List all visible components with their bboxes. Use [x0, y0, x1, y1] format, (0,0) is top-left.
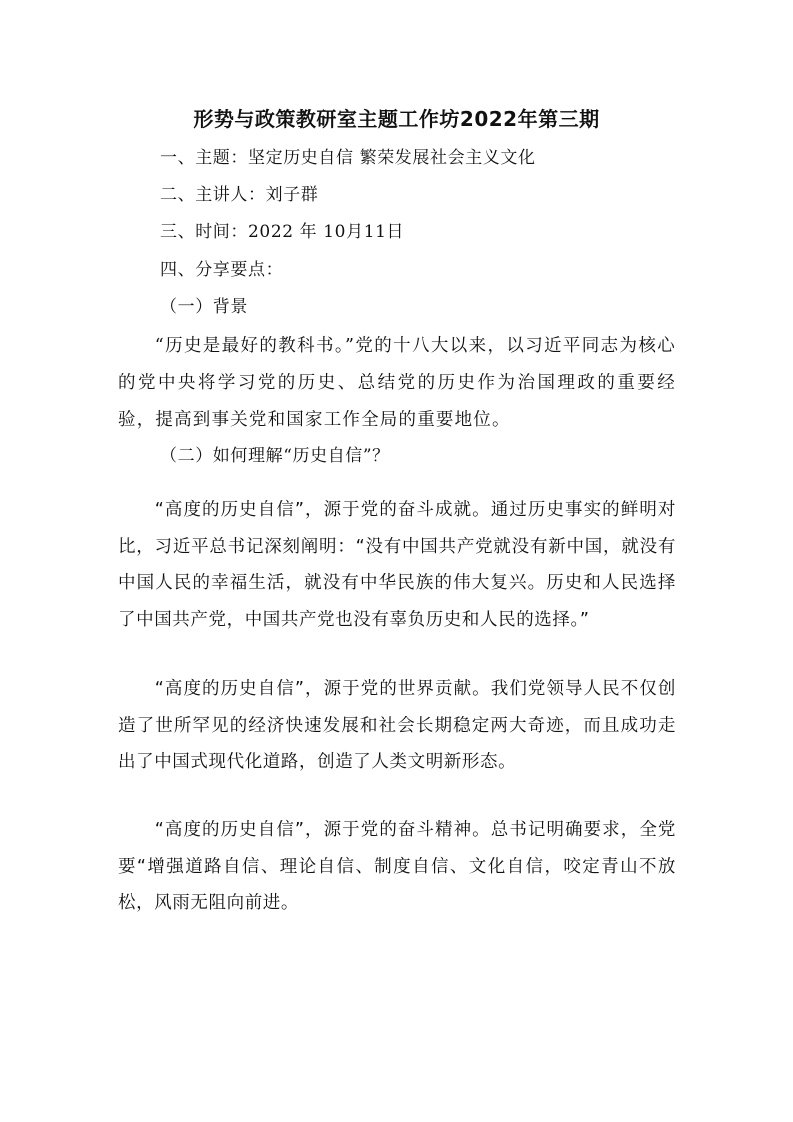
section-understanding-heading: （二）如何理解“历史自信”？: [160, 446, 390, 466]
topic-line: 一、主题：坚定历史自信 繁荣发展社会主义文化: [160, 148, 536, 168]
section-background-heading: （一）背景: [160, 297, 248, 317]
time-line: 三、时间：2022 年 10月11日: [160, 222, 405, 242]
spirit-paragraph: “高度的历史自信”，源于党的奋斗精神。总书记明确要求，全党要“增强道路自信、理论自信、制度自信、文化自信，咬定青山不放松，风雨无阻向前进。: [118, 820, 676, 913]
key-points-heading: 四、分享要点：: [160, 260, 284, 280]
contributions-paragraph: “高度的历史自信”，源于党的世界贡献。我们党领导人民不仅创造了世所罕见的经济快速发展和社会长期稳定两大奇迹，而且成功走出了中国式现代化道路，创造了人类文明新形态。: [118, 679, 676, 772]
speaker-line: 二、主讲人：刘子群: [160, 185, 319, 205]
document-title: 形势与政策教研室主题工作坊2022年第三期: [193, 107, 600, 131]
background-paragraph: “历史是最好的教科书。”党的十八大以来，以习近平同志为核心的党中央将学习党的历史、总结党的历史作为治国理政的重要经验，提高到事关党和国家工作全局的重要地位。: [118, 336, 676, 430]
achievements-paragraph: “高度的历史自信”，源于党的奋斗成就。通过历史事实的鲜明对比，习近平总书记深刻阐明：“没有中国共产党就没有新中国，就没有中国人民的幸福生活，就没有中华民族的伟大复兴。历史和人民选择了中国共产党，中国共产党也没有辜负历史和人民的选择。”: [118, 500, 676, 630]
